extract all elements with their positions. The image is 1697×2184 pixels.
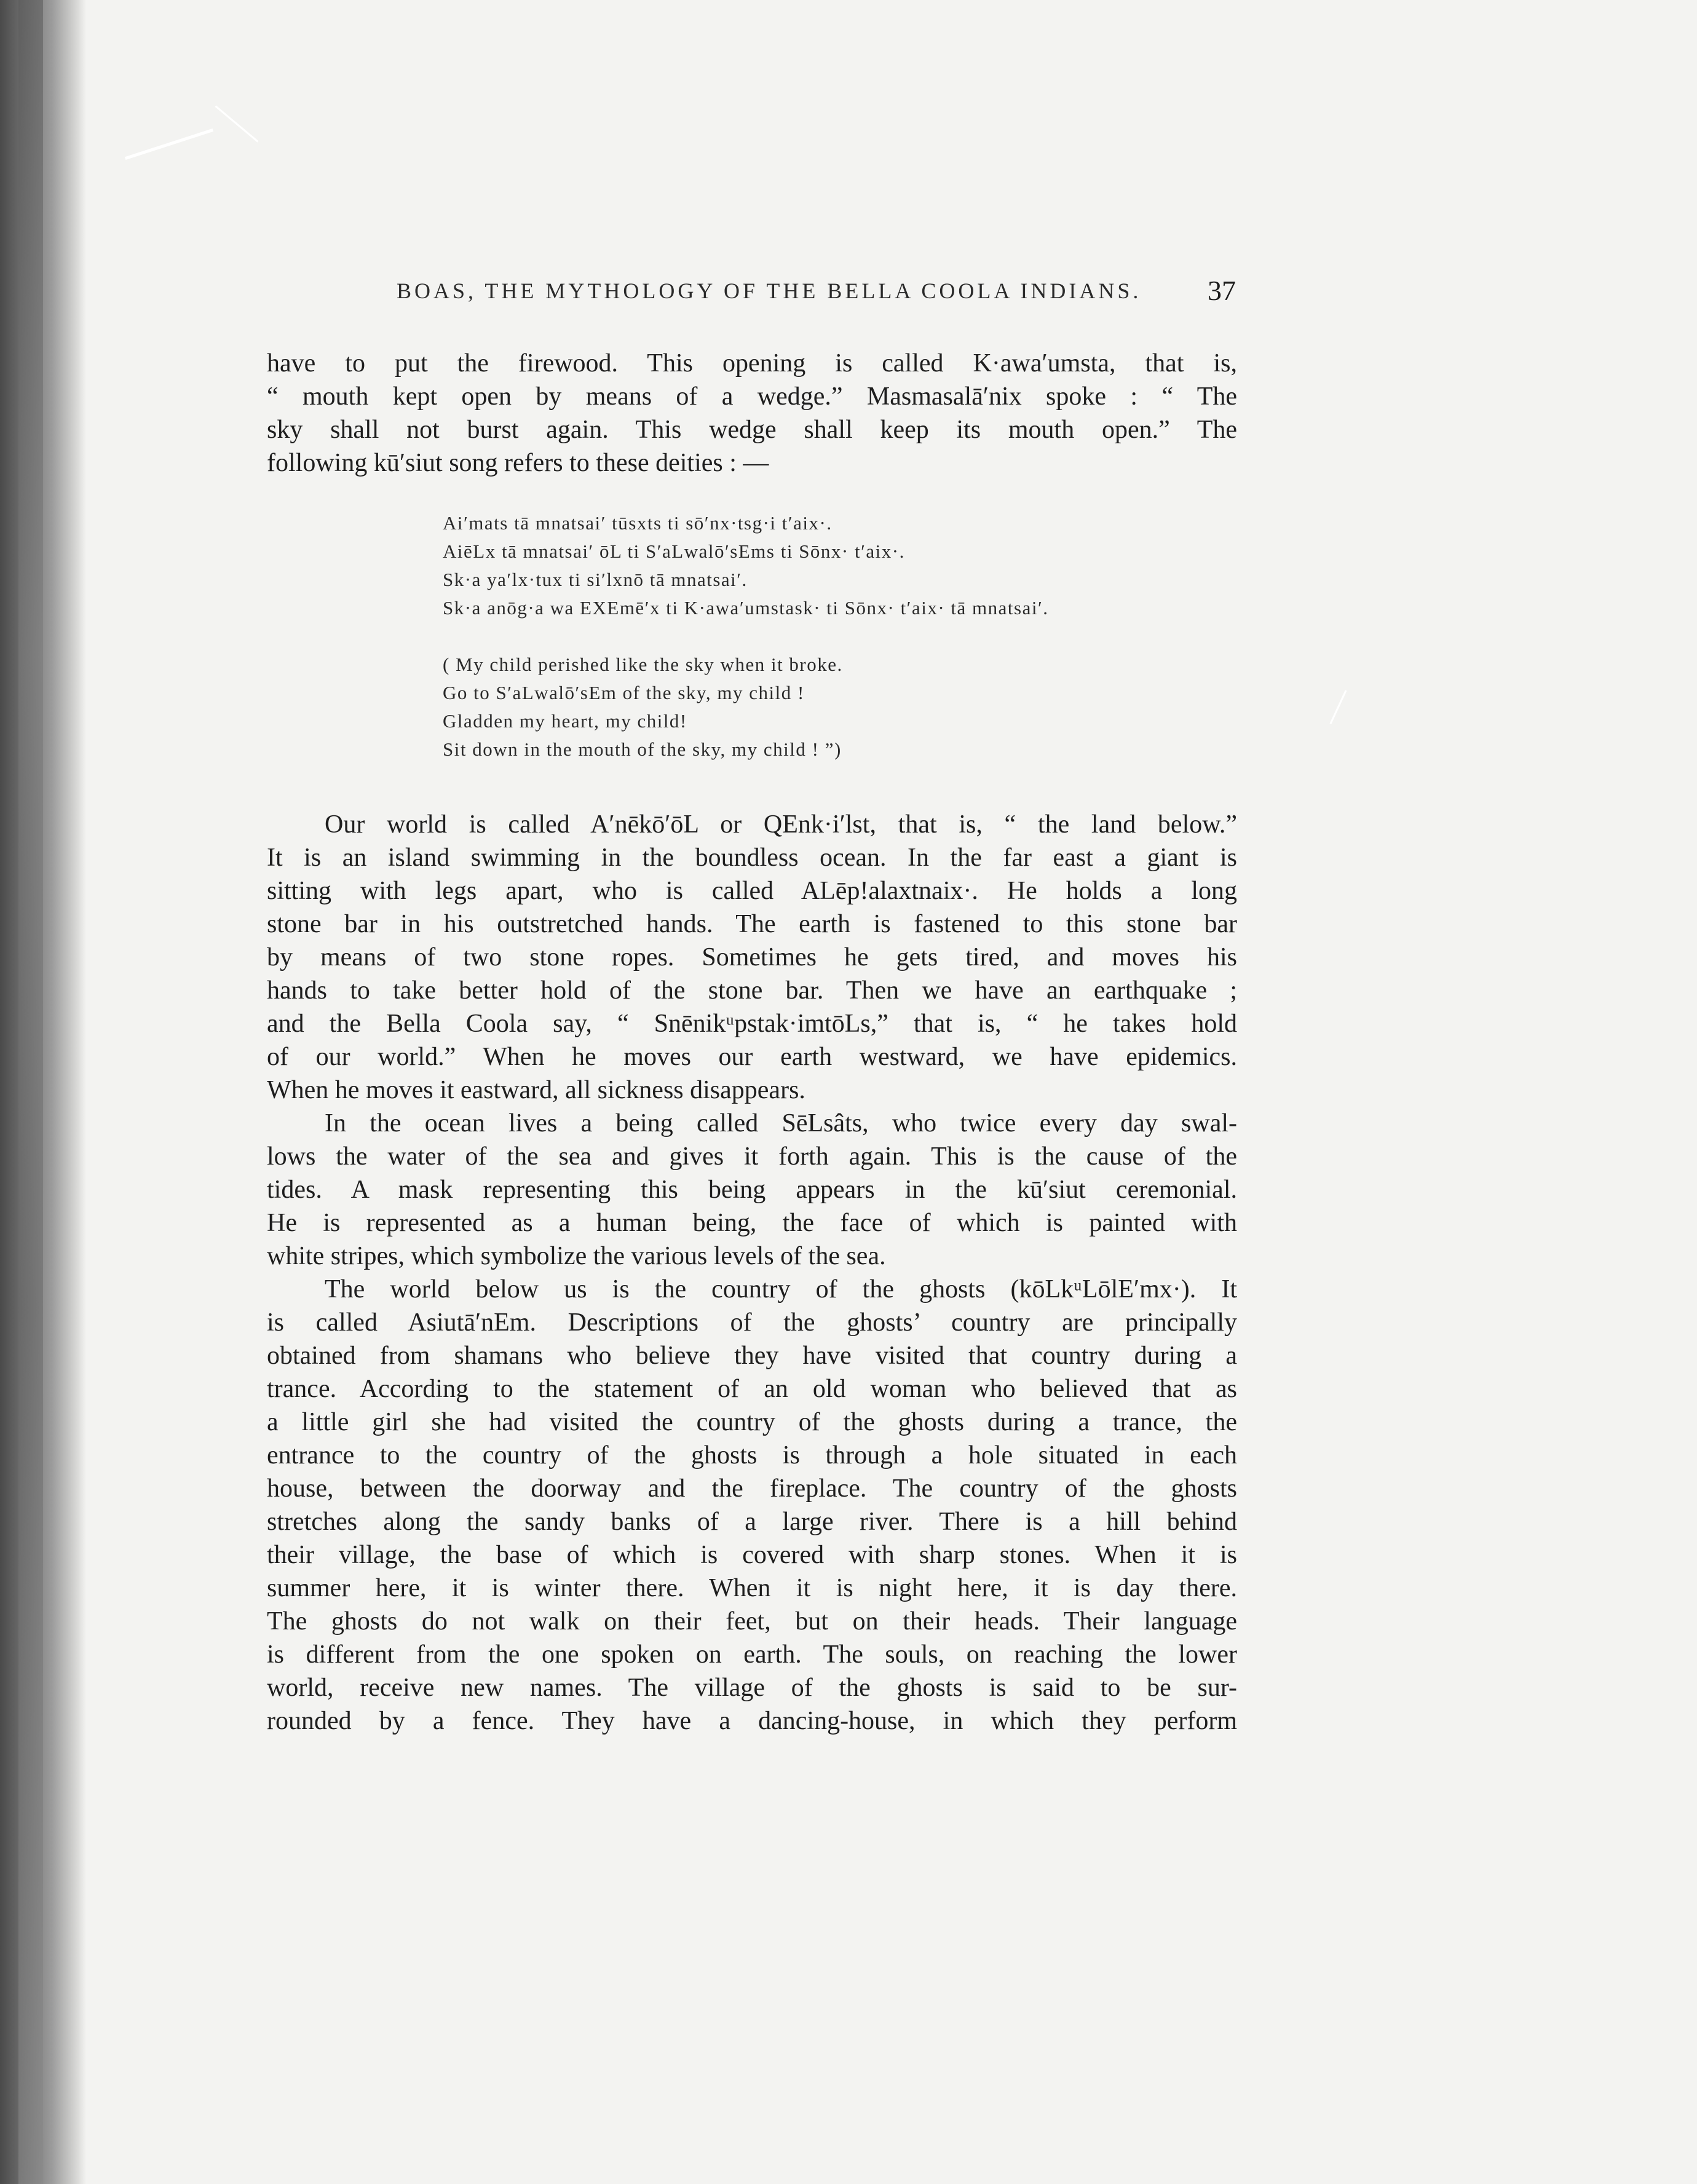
text-line: stone bar in his outstretched hands. The earth is fastened to this stone bar (267, 910, 1237, 938)
text-line: He is represented as a human being, the face of which is painted with (267, 1209, 1237, 1237)
text-line: entrance to the country of the ghosts is through a hole situated in each (267, 1441, 1237, 1470)
text-line: summer here, it is winter there. When it is night here, it is day there. (267, 1574, 1237, 1602)
translation-line: Go to S′aLwalō′sEm of the sky, my child ! (443, 682, 805, 703)
text-line: sitting with legs apart, who is called ALēp!alaxtnaix·. He holds a long (267, 877, 1237, 905)
text-line: lows the water of the sea and gives it forth again. This is the cause of the (267, 1142, 1237, 1171)
text-line: Our world is called A′nēkō′ōL or QEnk·i′lst, that is, “ the land below.” (325, 810, 1237, 839)
page-header (264, 275, 1236, 315)
text-line: a little girl she had visited the country of the ghosts during a trance, the (267, 1408, 1237, 1436)
paragraph-ocean-being (267, 1107, 1237, 1273)
paragraph-our-world (267, 808, 1237, 1107)
text-line: house, between the doorway and the fireplace. The country of the ghosts (267, 1474, 1237, 1503)
text-line: is different from the one spoken on earth. The souls, on reaching the lower (267, 1640, 1237, 1669)
song-line: AiēLx tā mnatsai′ ōL ti S′aLwalō′sEms ti Sōnx· t′aix·. (443, 540, 905, 562)
text-line: When he moves it eastward, all sickness disappears. (267, 1076, 805, 1104)
scan-page-edge (0, 0, 86, 2184)
text-line: In the ocean lives a being called SēLsâts, who twice every day swal- (325, 1109, 1237, 1138)
song-line: Sk·a ya′lx·tux ti si′lxnō tā mnatsai′. (443, 569, 748, 590)
song-line: Sk·a anōg·a wa EXEmē′x ti K·awa′umstask· ti Sōnx· t′aix· tā mnatsai′. (443, 597, 1049, 619)
paragraph-intro (267, 347, 1237, 480)
text-line: The world below us is the country of the ghosts (kōLkᵘLōlE′mx·). It (325, 1275, 1237, 1304)
translation-line: ( My child perished like the sky when it broke. (443, 654, 843, 675)
scan-edge-shadow (18, 0, 43, 2184)
text-line: following kū′siut song refers to these deities : — (267, 449, 769, 477)
text-line: It is an island swimming in the boundless ocean. In the far east a giant is (267, 844, 1237, 872)
running-title: BOAS, THE MYTHOLOGY OF THE BELLA COOLA INDIANS. (397, 279, 1142, 303)
text-line: The ghosts do not walk on their feet, but on their heads. Their language (267, 1607, 1237, 1636)
text-line: and the Bella Coola say, “ Snēnikᵘpstak·imtōLs,” that is, “ he takes hold (267, 1010, 1237, 1038)
song-translation (443, 651, 1254, 764)
text-line: is called Asiutā′nEm. Descriptions of the ghosts’ country are principally (267, 1308, 1237, 1337)
translation-line: Gladden my heart, my child! (443, 710, 687, 732)
text-line: white stripes, which symbolize the various levels of the sea. (267, 1242, 886, 1270)
text-line: tides. A mask representing this being appears in the kū′siut ceremonial. (267, 1176, 1237, 1204)
page-number: 37 (1208, 275, 1236, 306)
text-line: world, receive new names. The village of the ghosts is said to be sur- (267, 1674, 1237, 1702)
scan-scratch-mark (215, 105, 259, 142)
paragraph-ghost-country (267, 1273, 1237, 1738)
text-line: have to put the firewood. This opening is called K·awa′umsta, that is, (267, 349, 1237, 378)
song-original-text (443, 509, 1254, 622)
text-line: hands to take better hold of the stone bar. Then we have an earthquake ; (267, 976, 1237, 1005)
text-line: “ mouth kept open by means of a wedge.” Masmasalā′nix spoke : “ The (267, 382, 1237, 411)
scan-scratch-mark (1329, 690, 1347, 724)
text-line: by means of two stone ropes. Sometimes he gets tired, and moves his (267, 943, 1237, 971)
song-line: Ai′mats tā mnatsai′ tūsxts ti sō′nx·tsg·i t′aix·. (443, 512, 833, 534)
text-line: stretches along the sandy banks of a large river. There is a hill behind (267, 1508, 1237, 1536)
scan-scratch-mark (125, 129, 213, 160)
text-line: trance. According to the statement of an old woman who believed that as (267, 1375, 1237, 1403)
text-line: rounded by a fence. They have a dancing-house, in which they perform (267, 1707, 1237, 1735)
translation-line: Sit down in the mouth of the sky, my child ! ”) (443, 738, 842, 760)
text-line: obtained from shamans who believe they have visited that country during a (267, 1342, 1237, 1370)
text-line: of our world.” When he moves our earth westward, we have epidemics. (267, 1043, 1237, 1071)
text-line: their village, the base of which is covered with sharp stones. When it is (267, 1541, 1237, 1569)
text-line: sky shall not burst again. This wedge shall keep its mouth open.” The (267, 416, 1237, 444)
